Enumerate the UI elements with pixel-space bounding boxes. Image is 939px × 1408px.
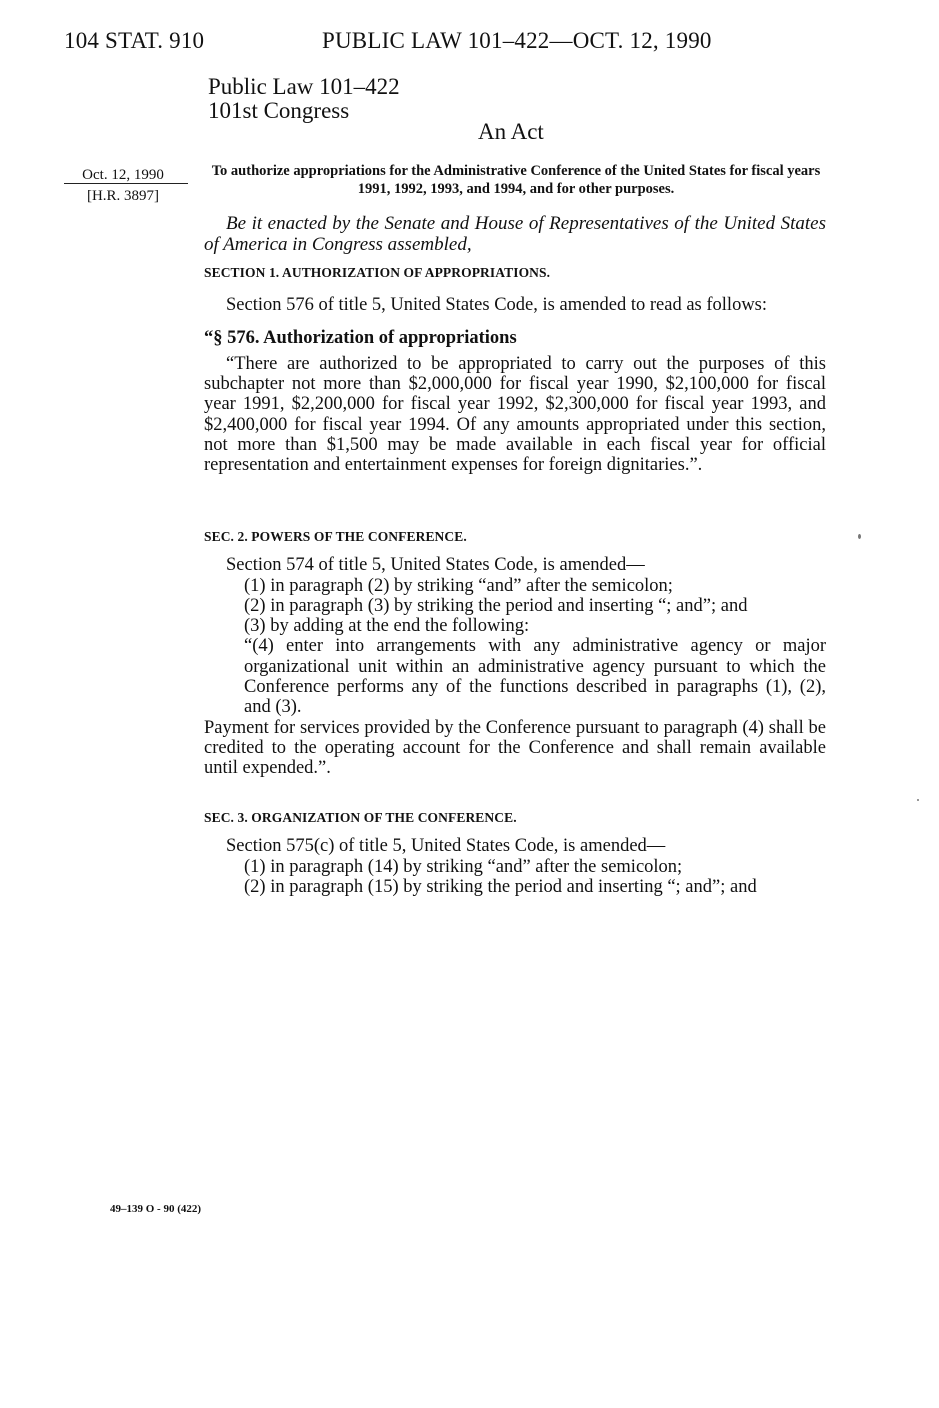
- running-header: PUBLIC LAW 101–422—OCT. 12, 1990: [322, 28, 712, 53]
- section-2-heading: SEC. 2. POWERS OF THE CONFERENCE.: [204, 529, 467, 544]
- print-code-footer: 49–139 O - 90 (422): [110, 1203, 202, 1215]
- section-3-heading: SEC. 3. ORGANIZATION OF THE CONFERENCE.: [204, 810, 517, 825]
- section-2-item-2: (2) in paragraph (3) by striking the period and inserting “; and”; and: [244, 595, 748, 616]
- scan-speck: [917, 799, 919, 801]
- section-2-quoted-paragraph: “(4) enter into arrangements with any administrative agency or major organizational unit within an administrative agency pursuant to which the Conference performs any of the functions described in paragraphs (1), (2), and (3).: [244, 636, 826, 718]
- section-3-item-1: (1) in paragraph (14) by striking “and” after the semicolon;: [244, 856, 683, 877]
- margin-date: Oct. 12, 1990: [82, 167, 164, 183]
- page-stat-number: 104 STAT. 910: [64, 28, 205, 53]
- congress-number: 101st Congress: [208, 98, 350, 123]
- act-title: An Act: [478, 119, 544, 144]
- section-3-intro: Section 575(c) of title 5, United States Code, is amended—: [226, 836, 666, 857]
- section-1: [204, 263, 826, 476]
- law-number: Public Law 101–422: [208, 74, 400, 99]
- section-3-item-2: (2) in paragraph (15) by striking the period and inserting “; and”; and: [244, 876, 757, 897]
- margin-rule: [64, 183, 188, 184]
- section-2-closing: Payment for services provided by the Conference pursuant to paragraph (4) shall be credited to the operating account for the Conference and shall remain available until expended.”.: [204, 717, 826, 779]
- act-purpose: To authorize appropriations for the Administrative Conference of the United States for fiscal years 1991, 1992, 1993, and 1994, and for other purposes.: [211, 163, 821, 197]
- section-576-text: “There are authorized to be appropriated to carry out the purposes of this subchapter not more than $2,000,000 for fiscal year 1990, $2,100,000 for fiscal year 1991, $2,200,000 for fiscal year 1992, $2,300,000 for fiscal year 1993, and $2,400,000 for fiscal year 1994. Of any amounts appropriated under this section, not more than $1,500 may be made available in each fiscal year for official representation and entertainment expenses for foreign dignitaries.”.: [204, 353, 826, 476]
- section-2-intro: Section 574 of title 5, United States Code, is amended—: [226, 555, 645, 576]
- section-2-item-3: (3) by adding at the end the following:: [244, 616, 530, 637]
- margin-bill-number: [H.R. 3897]: [86, 188, 160, 204]
- enacting-clause: Be it enacted by the Senate and House of Representatives of the United States of America in Congress assembled,: [204, 213, 826, 255]
- section-1-heading: SECTION 1. AUTHORIZATION OF APPROPRIATIONS.: [204, 265, 551, 280]
- section-3: [204, 808, 826, 897]
- section-576-heading: “§ 576. Authorization of appropriations: [204, 327, 517, 348]
- section-2: [204, 527, 826, 779]
- section-1-intro: Section 576 of title 5, United States Code, is amended to read as follows:: [226, 295, 768, 316]
- section-2-item-1: (1) in paragraph (2) by striking “and” after the semicolon;: [244, 575, 673, 596]
- scan-speck: [858, 534, 861, 539]
